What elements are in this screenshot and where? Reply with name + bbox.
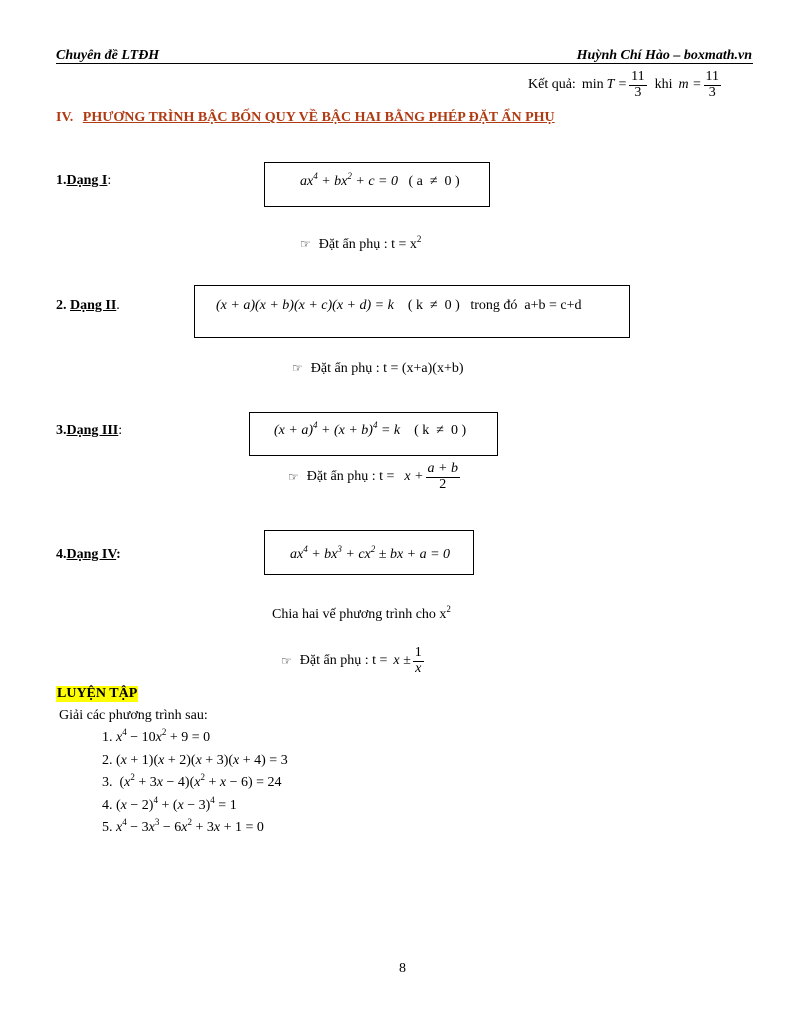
header-right: Huỳnh Chí Hào – boxmath.vn xyxy=(576,48,752,63)
divide-text: Chia hai vế phương trình cho x xyxy=(272,607,447,622)
form-sep: : xyxy=(116,547,121,562)
form-2-label xyxy=(56,298,120,314)
pointing-hand-icon: ☞ xyxy=(292,361,303,375)
frac-denominator: 3 xyxy=(708,84,716,100)
result-T: T = xyxy=(606,77,628,93)
practice-list xyxy=(102,727,288,840)
hint-sup: 2 xyxy=(416,234,422,244)
form-3-label xyxy=(56,423,122,439)
form-number: 3. xyxy=(56,423,67,438)
form-number: 4. xyxy=(56,547,67,562)
form-4-divide-note xyxy=(272,604,451,623)
form-3-equation: $(x + a)^4 + (x + b)^4 = k$ ( k ≠ 0 ) xyxy=(274,420,467,438)
form-number: 2. xyxy=(56,298,70,313)
hint-text: Đặt ẩn phụ : t = x xyxy=(318,237,417,252)
form-sep: : xyxy=(107,173,112,188)
section-number: IV. xyxy=(56,110,74,125)
hint-text: Đặt ẩn phụ : t = xyxy=(306,469,395,485)
hint-text: Đặt ẩn phụ : t = xyxy=(299,653,388,669)
form-4-hint xyxy=(281,646,426,676)
pointing-hand-icon: ☞ xyxy=(288,470,299,485)
frac-numerator: a + b xyxy=(427,461,458,476)
hint-variable: x ± xyxy=(393,653,411,669)
header-left: Chuyên đề LTĐH xyxy=(56,48,160,63)
form-2-hint xyxy=(292,361,464,377)
pointing-hand-icon: ☞ xyxy=(300,237,311,251)
form-sep: . xyxy=(116,298,120,313)
form-name: Dạng I xyxy=(66,173,108,188)
practice-intro: Giải các phương trình sau: xyxy=(59,708,208,723)
exercise-item: 1. $x^4 - 10x^2 + 9 = 0$ xyxy=(102,727,211,745)
form-name: Dạng III xyxy=(66,423,119,438)
form-name: Dạng IV xyxy=(66,547,117,562)
form-number: 1. xyxy=(56,173,67,188)
form-2-equation: (x + a)(x + b)(x + c)(x + d) = k ( k ≠ 0 ) trong đó a+b = c+d xyxy=(216,298,582,313)
frac-numerator: 1 xyxy=(414,645,422,660)
result-line xyxy=(528,70,723,100)
form-4-equation: $ax^4 + bx^3 + cx^2$ ± bx + a = 0 xyxy=(290,544,451,562)
result-min: min xyxy=(581,77,604,93)
section-title xyxy=(56,110,555,126)
form-3-hint xyxy=(288,462,462,492)
form-sep: : xyxy=(118,423,123,438)
result-khi: khi xyxy=(654,77,673,93)
exercise-item: 2. (x + 1)(x + 2)(x + 3)(x + 4) = 3 xyxy=(102,752,288,768)
frac-numerator: 11 xyxy=(631,69,645,84)
result-prefix: Kết quả: xyxy=(528,77,576,93)
form-1-label xyxy=(56,173,111,189)
practice-title: LUYỆN TẬP xyxy=(57,686,138,701)
form-1-equation: $ax^4 + bx^2 + c = 0$ ( a ≠ 0 ) xyxy=(300,171,460,189)
frac-denominator: x xyxy=(415,660,422,676)
frac-denominator: 2 xyxy=(439,476,447,492)
hint-fraction xyxy=(413,646,424,676)
exercise-item: 5. $x^4 - 3x^3 - 6x^2 + 3x + 1 = 0$ xyxy=(102,817,264,835)
section-title-text: PHƯƠNG TRÌNH BẬC BỐN QUY VỀ BẬC HAI BẰNG PHÉP ĐẶT ẨN PHỤ xyxy=(82,110,555,125)
header-rule xyxy=(56,63,753,64)
hint-text: Đặt ẩn phụ : t = (x+a)(x+b) xyxy=(310,361,464,376)
frac-numerator: 11 xyxy=(705,69,720,84)
exercise-item: 3. $(x^2 + 3x - 4)(x^2 + x - 6) = 24$ xyxy=(102,772,282,790)
hint-variable: x + xyxy=(404,469,424,485)
form-4-label xyxy=(56,547,121,563)
result-frac-m xyxy=(704,70,721,100)
exercise-item: 4. $(x - 2)^4 + (x - 3)^4 = 1$ xyxy=(102,794,237,813)
divide-sup: 2 xyxy=(446,604,451,614)
pointing-hand-icon: ☞ xyxy=(281,654,292,669)
hint-fraction xyxy=(426,462,460,492)
result-m: m = xyxy=(678,77,702,93)
page-number: 8 xyxy=(399,961,406,976)
result-frac-T xyxy=(629,70,646,100)
form-name: Dạng II xyxy=(70,298,117,313)
frac-denominator: 3 xyxy=(634,84,642,100)
form-1-hint xyxy=(300,234,422,253)
